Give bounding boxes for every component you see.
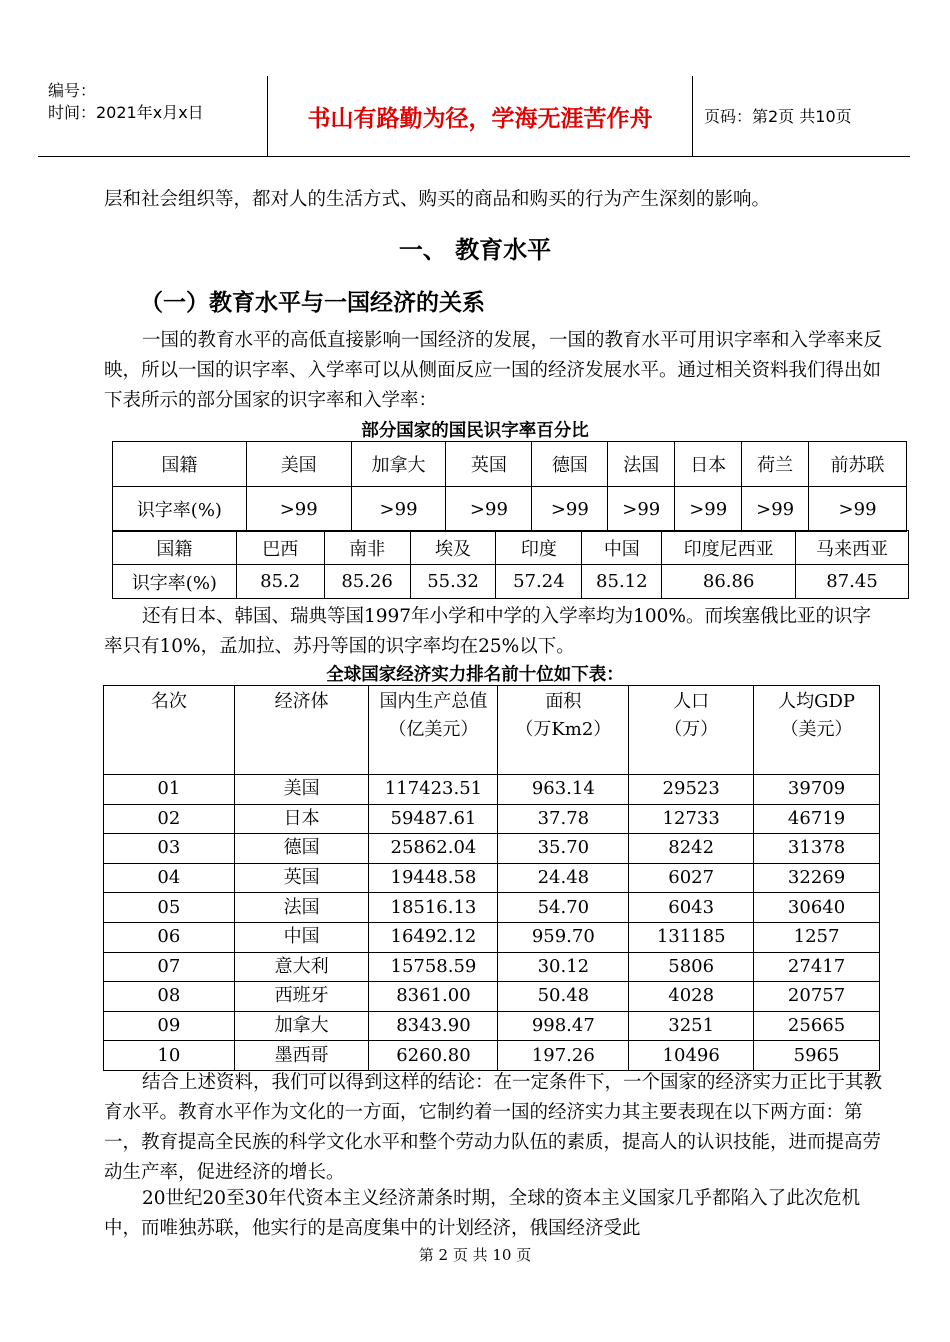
table-cell: 07 bbox=[104, 952, 235, 982]
table-cell: 5806 bbox=[629, 952, 754, 982]
table-cell: 1257 bbox=[754, 922, 880, 952]
table-cell: 04 bbox=[104, 863, 235, 893]
table-cell: 6027 bbox=[629, 863, 754, 893]
table-cell: >99 bbox=[532, 487, 608, 532]
table-cell: 31378 bbox=[754, 834, 880, 864]
body-paragraph-2: 还有日本、韩国、瑞典等国1997年小学和中学的入学率均为100%。而埃塞俄比亚的识字率只有10%，孟加拉、苏丹等国的识字率均在25%以下。 bbox=[104, 606, 871, 657]
table-cell: 18516.13 bbox=[369, 893, 498, 923]
table-cell: 35.70 bbox=[498, 834, 629, 864]
table-cell: 87.45 bbox=[796, 565, 909, 599]
table-cell: 南非 bbox=[324, 531, 410, 565]
table-cell: 39709 bbox=[754, 775, 880, 805]
table-cell: 印度尼西亚 bbox=[662, 531, 796, 565]
table-cell: >99 bbox=[351, 487, 446, 532]
table-header-row bbox=[104, 686, 880, 775]
table-cell: 识字率(%) bbox=[113, 487, 247, 532]
table-cell: 法国 bbox=[234, 893, 369, 923]
table-cell: >99 bbox=[246, 487, 351, 532]
table-cell: 32269 bbox=[754, 863, 880, 893]
table-cell: 25665 bbox=[754, 1011, 880, 1041]
header-motto: 书山有路勤为径，学海无涯苦作舟 bbox=[307, 105, 653, 132]
table-cell: 59487.61 bbox=[369, 804, 498, 834]
table-row bbox=[104, 834, 880, 864]
table-cell: 197.26 bbox=[498, 1041, 629, 1071]
table-cell: 6260.80 bbox=[369, 1041, 498, 1071]
table-cell: 西班牙 bbox=[234, 982, 369, 1012]
table-cell: 25862.04 bbox=[369, 834, 498, 864]
table-cell: >99 bbox=[446, 487, 532, 532]
page-footer: 第 2 页 共 10 页 bbox=[418, 1246, 532, 1264]
table-row bbox=[104, 804, 880, 834]
table-row bbox=[104, 1041, 880, 1071]
header-page-label: 页码：第2页 共10页 bbox=[704, 107, 852, 126]
table-cell: 131185 bbox=[629, 922, 754, 952]
table-cell: 08 bbox=[104, 982, 235, 1012]
table-cell: 德国 bbox=[532, 442, 608, 487]
table-cell: 02 bbox=[104, 804, 235, 834]
subsection-heading: （一）教育水平与一国经济的关系 bbox=[140, 290, 485, 316]
table-cell: 中国 bbox=[234, 922, 369, 952]
table-cell: 美国 bbox=[246, 442, 351, 487]
table-cell: 50.48 bbox=[498, 982, 629, 1012]
table-cell: 法国 bbox=[608, 442, 675, 487]
table-cell: 16492.12 bbox=[369, 922, 498, 952]
table-header-cell: 人均GDP （美元） bbox=[754, 686, 880, 775]
table-cell: 12733 bbox=[629, 804, 754, 834]
table-cell: 德国 bbox=[234, 834, 369, 864]
page-header bbox=[38, 76, 910, 157]
table-row bbox=[104, 952, 880, 982]
table-cell: >99 bbox=[675, 487, 742, 532]
table-row bbox=[104, 863, 880, 893]
table-header-row bbox=[113, 442, 907, 487]
table-cell: 46719 bbox=[754, 804, 880, 834]
table-cell: 959.70 bbox=[498, 922, 629, 952]
table-cell: 4028 bbox=[629, 982, 754, 1012]
body-paragraph-4: 20世纪20至30年代资本主义经济萧条时期，全球的资本主义国家几乎都陷入了此次危机中，而唯独苏联，他实行的是高度集中的计划经济，俄国经济受此 bbox=[104, 1188, 861, 1239]
table-cell: 10 bbox=[104, 1041, 235, 1071]
table-row bbox=[104, 1011, 880, 1041]
table-cell: 24.48 bbox=[498, 863, 629, 893]
table-cell: 国籍 bbox=[113, 531, 237, 565]
table-cell: 6043 bbox=[629, 893, 754, 923]
table-header-cell: 经济体 bbox=[234, 686, 369, 775]
body-paragraph-1: 一国的教育水平的高低直接影响一国经济的发展，一国的教育水平可用识字率和入学率来反映，所以一国的识字率、入学率可以从侧面反应一国的经济发展水平。通过相关资料我们得出如下表所示的部分国家的识字率和入学率： bbox=[104, 330, 883, 411]
table-cell: 37.78 bbox=[498, 804, 629, 834]
table-cell: 85.2 bbox=[236, 565, 324, 599]
table-cell: 8242 bbox=[629, 834, 754, 864]
table-cell: 85.12 bbox=[582, 565, 662, 599]
table-cell: 墨西哥 bbox=[234, 1041, 369, 1071]
table-row bbox=[104, 982, 880, 1012]
table-cell: 19448.58 bbox=[369, 863, 498, 893]
table-cell: 加拿大 bbox=[234, 1011, 369, 1041]
table-cell: 86.86 bbox=[662, 565, 796, 599]
table-cell: >99 bbox=[608, 487, 675, 532]
table-cell: 117423.51 bbox=[369, 775, 498, 805]
table-cell: 加拿大 bbox=[351, 442, 446, 487]
table-cell: 国籍 bbox=[113, 442, 247, 487]
table-cell: 27417 bbox=[754, 952, 880, 982]
table-row bbox=[104, 775, 880, 805]
table-header-cell: 国内生产总值（亿美元） bbox=[369, 686, 498, 775]
table-row bbox=[113, 487, 907, 532]
table-cell: >99 bbox=[742, 487, 809, 532]
table-row bbox=[104, 922, 880, 952]
table-cell: 29523 bbox=[629, 775, 754, 805]
table-cell: 963.14 bbox=[498, 775, 629, 805]
table-cell: 8343.90 bbox=[369, 1011, 498, 1041]
table-cell: 54.70 bbox=[498, 893, 629, 923]
header-meta bbox=[48, 80, 204, 124]
table-cell: 15758.59 bbox=[369, 952, 498, 982]
table-cell: 日本 bbox=[675, 442, 742, 487]
table-cell: 日本 bbox=[234, 804, 369, 834]
table-cell: 印度 bbox=[496, 531, 582, 565]
economy-table bbox=[103, 685, 880, 1071]
table-header-row bbox=[113, 531, 909, 565]
table-cell: 马来西亚 bbox=[796, 531, 909, 565]
table-cell: 5965 bbox=[754, 1041, 880, 1071]
table-cell: 识字率(%) bbox=[113, 565, 237, 599]
literacy-table-1 bbox=[112, 441, 907, 532]
table-cell: 06 bbox=[104, 922, 235, 952]
literacy-table-2 bbox=[112, 530, 909, 599]
table-cell: 09 bbox=[104, 1011, 235, 1041]
table-cell: 20757 bbox=[754, 982, 880, 1012]
table-cell: 8361.00 bbox=[369, 982, 498, 1012]
intro-paragraph: 层和社会组织等，都对人的生活方式、购买的商品和购买的行为产生深刻的影响。 bbox=[104, 189, 771, 210]
table-cell: 85.26 bbox=[324, 565, 410, 599]
table-cell: 意大利 bbox=[234, 952, 369, 982]
economy-table-caption: 全球国家经济实力排名前十位如下表： bbox=[326, 665, 624, 685]
body-paragraph-3: 结合上述资料，我们可以得到这样的结论：在一定条件下，一个国家的经济实力正比于其教育水平。教育水平作为文化的一方面，它制约着一国的经济实力其主要表现在以下两方面：第一，教育提高全民族的科学文化水平和整个劳动力队伍的素质，提高人的认识技能，进而提高劳动生产率，促进经济的增长。 bbox=[104, 1072, 883, 1183]
table-header-cell: 人口 （万） bbox=[629, 686, 754, 775]
header-divider bbox=[692, 76, 693, 156]
table-cell: 30640 bbox=[754, 893, 880, 923]
table-cell: 01 bbox=[104, 775, 235, 805]
table-cell: 美国 bbox=[234, 775, 369, 805]
economy-table-body bbox=[104, 775, 880, 1071]
table-cell: 荷兰 bbox=[742, 442, 809, 487]
table-row bbox=[104, 893, 880, 923]
table-cell: 中国 bbox=[582, 531, 662, 565]
table-header-cell: 名次 bbox=[104, 686, 235, 775]
table-cell: >99 bbox=[809, 487, 907, 532]
table-cell: 30.12 bbox=[498, 952, 629, 982]
table-cell: 英国 bbox=[446, 442, 532, 487]
table-cell: 埃及 bbox=[410, 531, 496, 565]
table-cell: 10496 bbox=[629, 1041, 754, 1071]
table-cell: 3251 bbox=[629, 1011, 754, 1041]
table-cell: 03 bbox=[104, 834, 235, 864]
table-cell: 前苏联 bbox=[809, 442, 907, 487]
table-cell: 57.24 bbox=[496, 565, 582, 599]
document-time-label: 时间：2021年x月x日 bbox=[48, 103, 204, 122]
table-cell: 英国 bbox=[234, 863, 369, 893]
table-cell: 55.32 bbox=[410, 565, 496, 599]
table-cell: 巴西 bbox=[236, 531, 324, 565]
literacy-table-caption: 部分国家的国民识字率百分比 bbox=[361, 421, 589, 441]
table-row bbox=[113, 565, 909, 599]
table-header-cell: 面积 （万Km2） bbox=[498, 686, 629, 775]
section-heading: 一、 教育水平 bbox=[398, 236, 552, 264]
document-number-label: 编号： bbox=[48, 81, 97, 100]
table-cell: 998.47 bbox=[498, 1011, 629, 1041]
table-cell: 05 bbox=[104, 893, 235, 923]
